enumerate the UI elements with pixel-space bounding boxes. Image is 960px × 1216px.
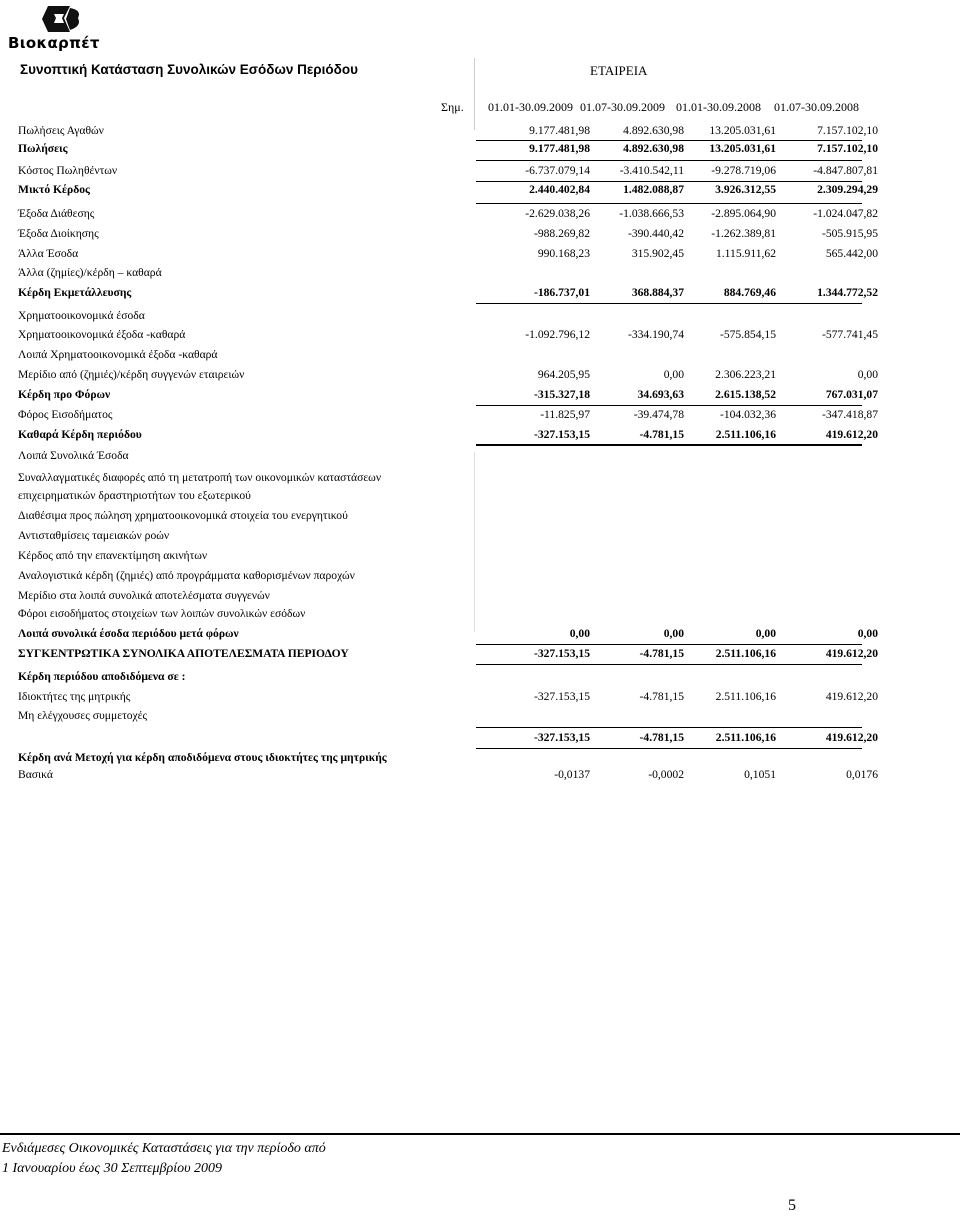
footer-divider <box>0 1133 960 1135</box>
table-row <box>18 183 960 203</box>
table-row <box>18 489 960 509</box>
row-value-col-1: -1.092.796,12 <box>525 328 590 341</box>
table-row <box>18 368 960 388</box>
row-label: Άλλα Έσοδα <box>18 247 79 260</box>
row-value-col-4: -347.418,87 <box>821 408 878 421</box>
row-value-col-2: -0,0002 <box>648 768 684 781</box>
row-value-col-2: -4.781,15 <box>639 690 684 703</box>
row-value-col-2: -1.038.666,53 <box>619 207 684 220</box>
period-header-1: 01.01-30.09.2009 <box>488 100 573 114</box>
row-value-col-3: 2.511.106,16 <box>715 690 776 703</box>
footer-line-2: 1 Ιανουαρίου έως 30 Σεπτεμβρίου 2009 <box>2 1161 223 1176</box>
row-label: Μερίδιο στα λοιπά συνολικά αποτελέσματα συγγενών <box>18 589 270 602</box>
table-row <box>18 589 960 609</box>
row-label: Άλλα (ζημίες)/κέρδη – καθαρά <box>18 266 162 279</box>
row-value-col-4: 0,00 <box>857 627 878 640</box>
table-row <box>18 569 960 589</box>
row-label: Κέρδη περιόδου αποδιδόμενα σε : <box>18 670 186 683</box>
row-label: Λοιπά Συνολικά Έσοδα <box>18 449 129 462</box>
row-value-col-1: -0,0137 <box>554 768 590 781</box>
row-value-col-1: 964.205,95 <box>537 368 590 381</box>
row-value-col-4: 7.157.102,10 <box>817 142 878 155</box>
row-value-col-2: -4.781,15 <box>639 731 684 744</box>
row-value-col-4: -1.024.047,82 <box>813 207 878 220</box>
row-label: Φόροι εισοδήματος στοιχείων των λοιπών συνολικών εσόδων <box>18 607 306 620</box>
row-value-col-4: 0,0176 <box>846 768 878 781</box>
table-row <box>18 670 960 690</box>
row-value-col-1: 2.440.402,84 <box>529 183 590 196</box>
row-label: Πωλήσεις <box>18 142 68 155</box>
row-value-col-2: -4.781,15 <box>639 428 684 441</box>
table-row <box>18 768 960 788</box>
row-value-col-4: 0,00 <box>857 368 878 381</box>
table-row <box>18 348 960 368</box>
row-value-col-1: -315.327,18 <box>533 388 590 401</box>
table-row <box>18 509 960 529</box>
table-row <box>18 286 960 306</box>
row-value-col-4: 7.157.102,10 <box>817 124 878 137</box>
table-row <box>18 266 960 286</box>
row-label: Κέρδη προ Φόρων <box>18 388 111 401</box>
row-label: ΣΥΓΚΕΝΤΡΩΤΙΚΑ ΣΥΝΟΛΙΚΑ ΑΠΟΤΕΛΕΣΜΑΤΑ ΠΕΡΙΟΔΟΥ <box>18 647 349 660</box>
page-number: 5 <box>788 1197 796 1214</box>
row-value-col-3: -104.032,36 <box>719 408 776 421</box>
row-label: επιχειρηματικών δραστηριοτήτων του εξωτερικού <box>18 489 251 502</box>
row-value-col-3: 3.926.312,55 <box>715 183 776 196</box>
row-value-col-1: -2.629.038,26 <box>525 207 590 220</box>
table-row <box>18 471 960 491</box>
table-row <box>18 164 960 184</box>
table-row <box>18 449 960 469</box>
row-value-col-2: 34.693,63 <box>637 388 684 401</box>
row-value-col-4: -505.915,95 <box>821 227 878 240</box>
row-label: Κέρδος από την επανεκτίμηση ακινήτων <box>18 549 208 562</box>
row-value-col-2: 0,00 <box>663 368 684 381</box>
row-value-col-4: 419.612,20 <box>825 428 878 441</box>
row-value-col-1: -6.737.079,14 <box>525 164 590 177</box>
table-row <box>18 328 960 348</box>
row-value-col-4: -4.847.807,81 <box>813 164 878 177</box>
row-value-col-3: 13.205.031,61 <box>709 142 776 155</box>
row-label: Κέρδη ανά Μετοχή για κέρδη αποδιδόμενα στους ιδιοκτήτες της μητρικής <box>18 751 387 764</box>
row-value-col-2: -39.474,78 <box>633 408 684 421</box>
row-label: Βασικά <box>18 768 53 781</box>
table-rule <box>476 203 862 204</box>
document-title: Συνοπτική Κατάσταση Συνολικών Εσόδων Περιόδου <box>20 62 358 77</box>
row-value-col-2: 315.902,45 <box>631 247 684 260</box>
row-value-col-2: 4.892.630,98 <box>623 124 684 137</box>
table-row <box>18 529 960 549</box>
period-header-3: 01.01-30.09.2008 <box>676 100 761 114</box>
row-value-col-3: -2.895.064,90 <box>711 207 776 220</box>
row-value-col-4: 565.442,00 <box>825 247 878 260</box>
row-label: Κέρδη Εκμετάλλευσης <box>18 286 132 299</box>
brand-name: Βιοκαρπέτ <box>8 34 100 52</box>
table-row <box>18 428 960 448</box>
row-value-col-3: -575.854,15 <box>719 328 776 341</box>
row-value-col-4: 2.309.294,29 <box>817 183 878 196</box>
biokarpet-logo-icon <box>40 4 84 34</box>
row-value-col-4: 419.612,20 <box>825 731 878 744</box>
period-header-4: 01.07-30.09.2008 <box>774 100 859 114</box>
row-label: Αναλογιστικά κέρδη (ζημιές) από προγράμματα καθορισμένων παροχών <box>18 569 355 582</box>
row-value-col-1: 9.177.481,98 <box>529 124 590 137</box>
row-value-col-1: 9.177.481,98 <box>529 142 590 155</box>
row-value-col-1: 0,00 <box>569 627 590 640</box>
table-row <box>18 647 960 667</box>
row-value-col-3: 2.306.223,21 <box>715 368 776 381</box>
row-value-col-1: -11.825,97 <box>540 408 590 421</box>
row-value-col-4: 419.612,20 <box>825 690 878 703</box>
row-label: Αντισταθμίσεις ταμειακών ροών <box>18 529 170 542</box>
table-row <box>18 709 960 729</box>
row-value-col-3: 2.511.106,16 <box>715 428 776 441</box>
row-value-col-1: -988.269,82 <box>533 227 590 240</box>
row-value-col-3: -1.262.389,81 <box>711 227 776 240</box>
footer-line-1: Ενδιάμεσες Οικονομικές Καταστάσεις για την περίοδο από <box>2 1141 326 1156</box>
table-row <box>18 690 960 710</box>
table-row <box>18 309 960 329</box>
table-row <box>18 731 960 751</box>
row-value-col-2: -4.781,15 <box>639 647 684 660</box>
row-value-col-2: -390.440,42 <box>627 227 684 240</box>
row-value-col-1: -186.737,01 <box>533 286 590 299</box>
row-value-col-1: -327.153,15 <box>533 731 590 744</box>
table-row <box>18 627 960 647</box>
row-label: Κόστος Πωληθέντων <box>18 164 118 177</box>
table-row <box>18 247 960 267</box>
table-row <box>18 142 960 162</box>
row-label: Έξοδα Διοίκησης <box>18 227 99 240</box>
row-label: Διαθέσιμα προς πώληση χρηματοοικονομικά στοιχεία του ενεργητικού <box>18 509 348 522</box>
row-value-col-1: -327.153,15 <box>533 647 590 660</box>
table-row <box>18 388 960 408</box>
row-value-col-3: 1.115.911,62 <box>715 247 776 260</box>
row-label: Φόρος Εισοδήματος <box>18 408 113 421</box>
row-value-col-3: 2.511.106,16 <box>715 731 776 744</box>
row-label: Μικτό Κέρδος <box>18 183 90 196</box>
row-value-col-2: 4.892.630,98 <box>623 142 684 155</box>
row-value-col-3: 0,1051 <box>744 768 776 781</box>
table-row <box>18 607 960 627</box>
row-value-col-1: -327.153,15 <box>533 428 590 441</box>
company-logo <box>8 4 118 52</box>
row-value-col-2: 0,00 <box>663 627 684 640</box>
row-label: Ιδιοκτήτες της μητρικής <box>18 690 131 703</box>
row-value-col-3: 13.205.031,61 <box>709 124 776 137</box>
row-value-col-1: 990.168,23 <box>537 247 590 260</box>
row-label: Μερίδιο από (ζημιές)/κέρδη συγγενών εταιρειών <box>18 368 245 381</box>
row-value-col-2: 1.482.088,87 <box>623 183 684 196</box>
row-value-col-3: 2.511.106,16 <box>715 647 776 660</box>
table-row <box>18 207 960 227</box>
company-column-label: ΕΤΑΙΡΕΙΑ <box>590 63 648 78</box>
row-label: Λοιπά συνολικά έσοδα περιόδου μετά φόρων <box>18 627 239 640</box>
column-divider <box>474 58 475 130</box>
table-row <box>18 227 960 247</box>
table-row <box>18 408 960 428</box>
row-label: Συναλλαγματικές διαφορές από τη μετατροπή των οικονομικών καταστάσεων <box>18 471 382 484</box>
row-value-col-4: 1.344.772,52 <box>817 286 878 299</box>
row-label: Χρηματοοικονομικά έξοδα -καθαρά <box>18 328 186 341</box>
table-row <box>18 124 960 144</box>
row-value-col-2: -334.190,74 <box>627 328 684 341</box>
row-label: Μη ελέγχουσες συμμετοχές <box>18 709 148 722</box>
period-header-2: 01.07-30.09.2009 <box>580 100 665 114</box>
row-label: Λοιπά Χρηματοοικονομικά έξοδα -καθαρά <box>18 348 218 361</box>
row-value-col-3: 0,00 <box>755 627 776 640</box>
table-row <box>18 549 960 569</box>
row-value-col-3: 2.615.138,52 <box>715 388 776 401</box>
row-value-col-2: -3.410.542,11 <box>619 164 684 177</box>
row-label: Πωλήσεις Αγαθών <box>18 124 104 137</box>
row-value-col-3: 884.769,46 <box>723 286 776 299</box>
row-value-col-2: 368.884,37 <box>631 286 684 299</box>
row-label: Έξοδα Διάθεσης <box>18 207 95 220</box>
row-label: Χρηματοοικονομικά έσοδα <box>18 309 145 322</box>
row-value-col-4: 419.612,20 <box>825 647 878 660</box>
row-label: Καθαρά Κέρδη περιόδου <box>18 428 142 441</box>
note-header: Σημ. <box>441 100 464 114</box>
row-value-col-4: 767.031,07 <box>825 388 878 401</box>
row-value-col-4: -577.741,45 <box>821 328 878 341</box>
row-value-col-3: -9.278.719,06 <box>711 164 776 177</box>
row-value-col-1: -327.153,15 <box>533 690 590 703</box>
